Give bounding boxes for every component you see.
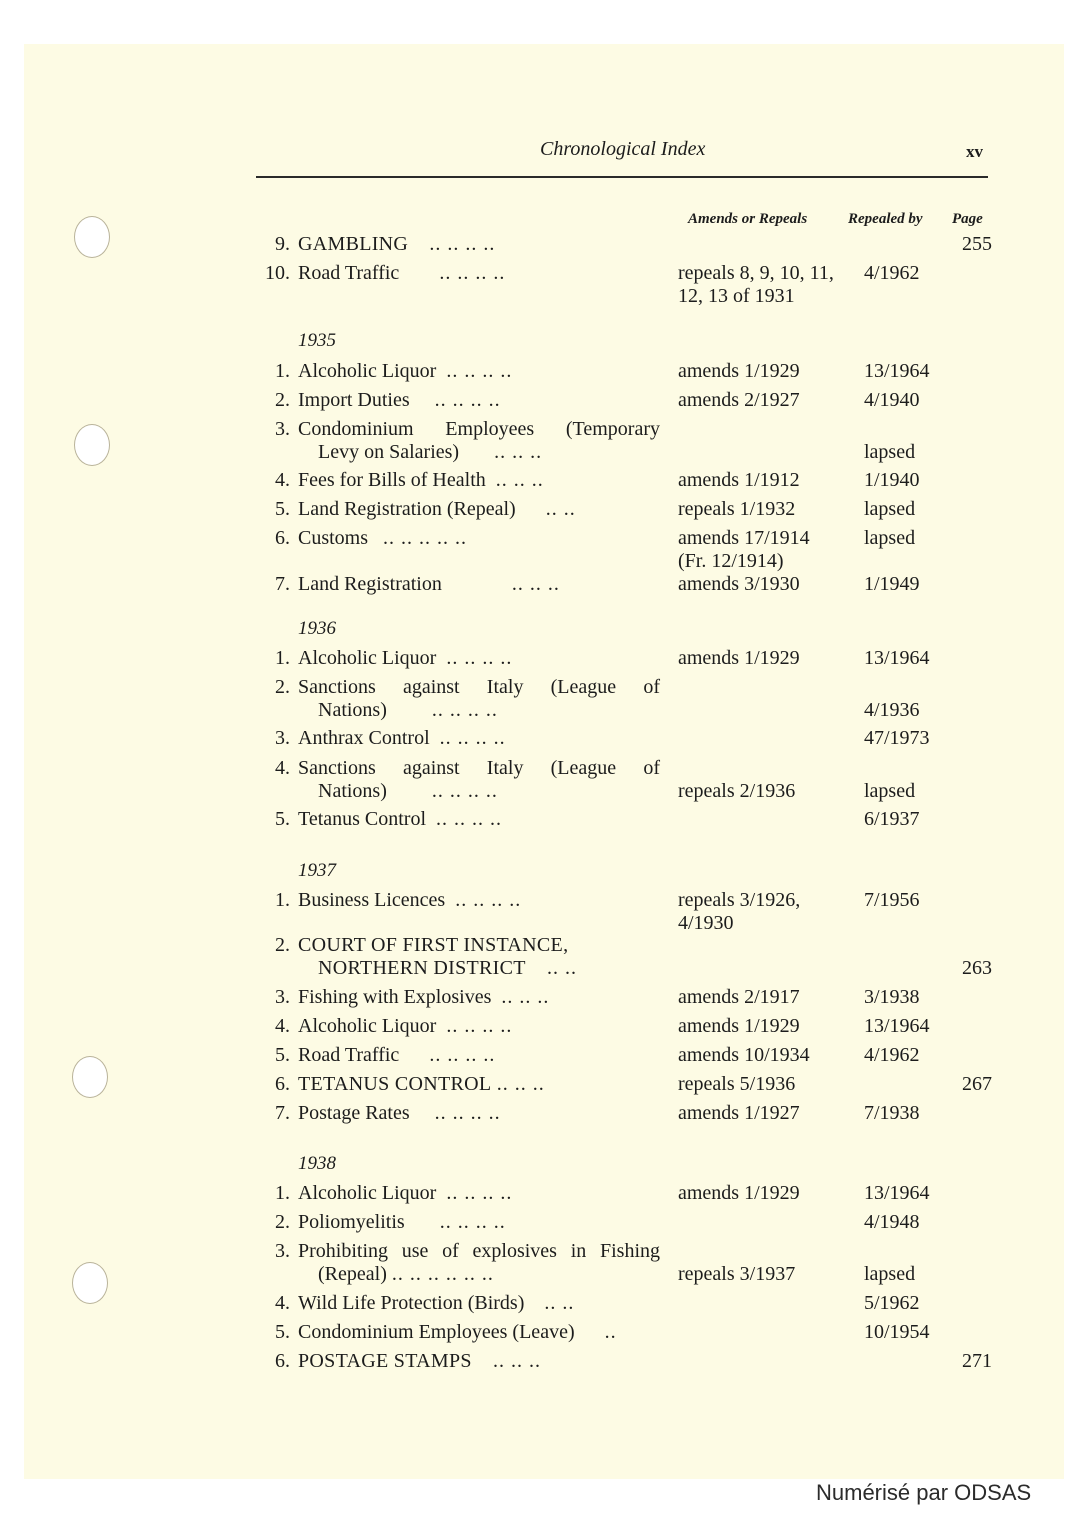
entry-amends: amends 10/1934 [678, 1044, 810, 1066]
column-header-amends: Amends or Repeals [688, 211, 808, 227]
entry-number: 3. [275, 418, 290, 440]
entry-title: Sanctions against Italy (League of Nations) .. .. .. .. [298, 757, 660, 802]
entry-title: Tetanus Control .. .. .. .. [298, 808, 503, 830]
year-heading: 1937 [298, 860, 336, 881]
entry-amends: repeals 3/1937 [678, 1263, 796, 1285]
entry-title: Sanctions against Italy (League of Nations) .. .. .. .. [298, 676, 660, 721]
entry-repealed-by: 3/1938 [864, 986, 920, 1008]
entry-title: TETANUS CONTROL .. .. .. [298, 1073, 545, 1095]
entry-repealed-by: 13/1964 [864, 647, 930, 669]
entry-title: Anthrax Control .. .. .. .. [298, 727, 506, 749]
column-header-page: Page [952, 211, 983, 227]
entry-title: Poliomyelitis .. .. .. .. [298, 1211, 506, 1233]
entry-repealed-by: lapsed [864, 1263, 916, 1285]
entry-title: Postage Rates .. .. .. .. [298, 1102, 501, 1124]
entry-repealed-by: 4/1940 [864, 389, 920, 411]
entry-number: 5. [275, 1321, 290, 1343]
running-title: Chronological Index [540, 138, 706, 160]
entry-repealed-by: 4/1936 [864, 699, 920, 721]
entry-number: 10. [265, 262, 290, 284]
year-heading: 1936 [298, 618, 336, 639]
entry-page: 263 [962, 957, 992, 979]
entry-title: POSTAGE STAMPS .. .. .. [298, 1350, 542, 1372]
entry-title: Land Registration .. .. .. [298, 573, 560, 595]
entry-repealed-by: 1/1949 [864, 573, 920, 595]
entry-repealed-by: 13/1964 [864, 1015, 930, 1037]
punch-hole [74, 424, 110, 466]
entry-amends: amends 1/1929 [678, 1182, 800, 1204]
entry-repealed-by: 5/1962 [864, 1292, 920, 1314]
entry-number: 9. [275, 233, 290, 255]
entry-repealed-by: 10/1954 [864, 1321, 930, 1343]
entry-title: Alcoholic Liquor .. .. .. .. [298, 1182, 513, 1204]
entry-amends: amends 2/1927 [678, 389, 800, 411]
page-number: xv [966, 142, 983, 161]
entry-title: Condominium Employees (Temporary Levy on Salaries) .. .. .. [298, 418, 660, 463]
entry-number: 7. [275, 1102, 290, 1124]
entry-title: Condominium Employees (Leave) .. [298, 1321, 617, 1343]
column-header-repealed-by: Repealed by [848, 211, 923, 227]
entry-title: COURT OF FIRST INSTANCE, NORTHERN DISTRICT .. .. [298, 934, 577, 979]
entry-number: 1. [275, 647, 290, 669]
entry-repealed-by: 4/1962 [864, 262, 920, 284]
entry-repealed-by: lapsed [864, 441, 916, 463]
punch-hole [72, 1056, 108, 1098]
entry-number: 2. [275, 1211, 290, 1233]
entry-title: Alcoholic Liquor .. .. .. .. [298, 647, 513, 669]
entry-number: 6. [275, 1350, 290, 1372]
entry-title: Alcoholic Liquor .. .. .. .. [298, 360, 513, 382]
entry-amends: repeals 3/1926, 4/1930 [678, 889, 801, 934]
entry-number: 4. [275, 469, 290, 491]
entry-repealed-by: 7/1956 [864, 889, 920, 911]
entry-page: 271 [962, 1350, 992, 1372]
entry-repealed-by: 4/1948 [864, 1211, 920, 1233]
entry-repealed-by: 7/1938 [864, 1102, 920, 1124]
entry-amends: amends 2/1917 [678, 986, 800, 1008]
entry-amends: amends 1/1927 [678, 1102, 800, 1124]
entry-amends: amends 17/1914 (Fr. 12/1914) [678, 527, 810, 572]
entry-number: 2. [275, 676, 290, 698]
entry-title: Fees for Bills of Health .. .. .. [298, 469, 544, 491]
entry-number: 2. [275, 389, 290, 411]
entry-title: Business Licences .. .. .. .. [298, 889, 522, 911]
entry-title: Alcoholic Liquor .. .. .. .. [298, 1015, 513, 1037]
entry-title: Road Traffic .. .. .. .. [298, 1044, 496, 1066]
entry-page: 255 [962, 233, 992, 255]
entry-number: 3. [275, 727, 290, 749]
entry-amends: amends 1/1929 [678, 360, 800, 382]
entry-number: 1. [275, 360, 290, 382]
year-heading: 1935 [298, 330, 336, 351]
entry-repealed-by: 6/1937 [864, 808, 920, 830]
entry-amends: amends 1/1929 [678, 647, 800, 669]
entry-number: 4. [275, 1015, 290, 1037]
entry-number: 2. [275, 934, 290, 956]
entry-number: 4. [275, 757, 290, 779]
entry-number: 5. [275, 1044, 290, 1066]
entry-repealed-by: 1/1940 [864, 469, 920, 491]
entry-title: Wild Life Protection (Birds) .. .. [298, 1292, 575, 1314]
entry-amends: amends 3/1930 [678, 573, 800, 595]
entry-title: Import Duties .. .. .. .. [298, 389, 501, 411]
entry-number: 1. [275, 889, 290, 911]
entry-repealed-by: lapsed [864, 780, 916, 802]
entry-number: 1. [275, 1182, 290, 1204]
entry-amends: repeals 1/1932 [678, 498, 796, 520]
entry-title: Road Traffic .. .. .. .. [298, 262, 506, 284]
year-heading: 1938 [298, 1153, 336, 1174]
entry-repealed-by: 47/1973 [864, 727, 930, 749]
entry-number: 7. [275, 573, 290, 595]
entry-number: 6. [275, 527, 290, 549]
entry-amends: repeals 5/1936 [678, 1073, 796, 1095]
entry-amends: amends 1/1912 [678, 469, 800, 491]
punch-hole [72, 1262, 108, 1304]
entry-amends: repeals 2/1936 [678, 780, 796, 802]
entry-repealed-by: lapsed [864, 527, 916, 549]
entry-title: Land Registration (Repeal) .. .. [298, 498, 576, 520]
digitization-credit: Numérisé par ODSAS [816, 1480, 1032, 1505]
entry-number: 5. [275, 808, 290, 830]
entry-number: 3. [275, 986, 290, 1008]
entry-amends: repeals 8, 9, 10, 11, 12, 13 of 1931 [678, 262, 834, 307]
entry-title: Fishing with Explosives .. .. .. [298, 986, 550, 1008]
entry-number: 5. [275, 498, 290, 520]
entry-number: 3. [275, 1240, 290, 1262]
entry-repealed-by: lapsed [864, 498, 916, 520]
punch-hole [74, 216, 110, 258]
entry-repealed-by: 13/1964 [864, 1182, 930, 1204]
entry-title: Customs .. .. .. .. .. [298, 527, 468, 549]
entry-number: 4. [275, 1292, 290, 1314]
entry-title: GAMBLING .. .. .. .. [298, 233, 496, 255]
entry-amends: amends 1/1929 [678, 1015, 800, 1037]
entry-title: Prohibiting use of explosives in Fishing (Repeal) .. .. .. .. .. .. [298, 1240, 660, 1285]
entry-number: 6. [275, 1073, 290, 1095]
header-rule [256, 176, 988, 178]
entry-repealed-by: 13/1964 [864, 360, 930, 382]
entry-page: 267 [962, 1073, 992, 1095]
entry-repealed-by: 4/1962 [864, 1044, 920, 1066]
